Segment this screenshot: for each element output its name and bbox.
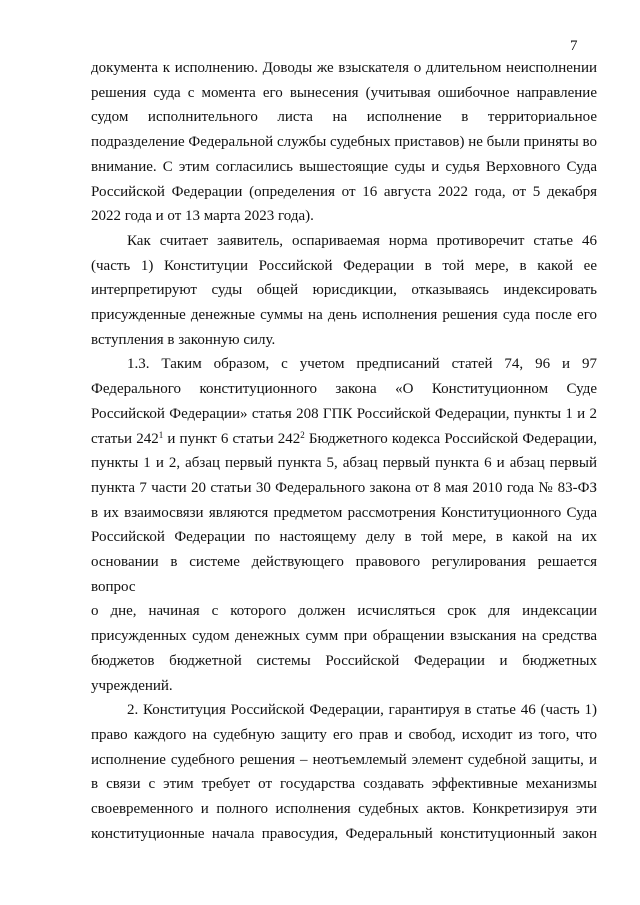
text-line: присужденные денежные суммы на день исполнения решения суда после его: [91, 307, 597, 324]
text-line: Как считает заявитель, оспариваемая норма противоречит статье 46: [127, 232, 597, 249]
text-line: подразделение Федеральной службы судебных приставов) не были приняты во: [91, 134, 597, 151]
paragraph-section-1-3: [91, 352, 597, 698]
text-line: бюджетов бюджетной системы Российской Федерации и бюджетных: [91, 652, 597, 669]
text-line: внимание. С этим согласились вышестоящие суды и судья Верховного Суда: [91, 158, 597, 175]
text-line: судом исполнительного листа на исполнение в территориальное: [91, 109, 597, 126]
text-line: Федерального конституционного закона «О Конституционном Суде: [91, 381, 597, 398]
text-line: пункты 1 и 2, абзац первый пункта 5, абзац первый пункта 6 и абзац первый: [91, 455, 597, 472]
document-body: [91, 56, 597, 847]
text-line: интерпретируют суды общей юрисдикции, отказываясь индексировать: [91, 282, 597, 299]
text-line: присужденных судом денежных сумм при обращении взыскания на средства: [91, 628, 597, 645]
text-line: Российской Федерации по настоящему делу в той мере, в какой на их: [91, 529, 597, 546]
text-line: 2022 года и от 13 марта 2023 года).: [91, 208, 314, 225]
paragraph-applicant-position: [91, 229, 597, 353]
text-line: (часть 1) Конституции Российской Федерации в той мере, в какой ее: [91, 257, 597, 274]
text-line: 2. Конституция Российской Федерации, гарантируя в статье 46 (часть 1): [127, 702, 597, 719]
text-line: пункта 7 части 20 статьи 30 Федерального закона от 8 мая 2010 года № 83-ФЗ: [91, 479, 597, 496]
page-number: 7: [570, 38, 578, 54]
text-line: в связи с этим требует от государства создавать эффективные механизмы: [91, 776, 597, 793]
text-line: о дне, начиная с которого должен исчисляться срок для индексации: [91, 603, 597, 620]
paragraph-section-2: [91, 698, 597, 846]
text-line: конституционные начала правосудия, Федеральный конституционный закон: [91, 825, 597, 842]
text-line: основании в системе действующего правового регулирования решается вопрос: [91, 554, 597, 595]
text-line: решения суда с момента его вынесения (учитывая ошибочное направление: [91, 84, 597, 101]
text-line: документа к исполнению. Доводы же взыскателя о длительном неисполнении: [91, 60, 597, 76]
text-line: своевременного и полного исполнения судебных актов. Конкретизируя эти: [91, 801, 597, 818]
text-line: учреждений.: [91, 677, 173, 694]
paragraph-continuation: [91, 56, 597, 229]
text-line-with-superscripts: статьи $242^1$ и пункт 6 статьи $242^2$ Бюджетного кодекса Российской Федерации,: [91, 429, 597, 447]
text-line: в их взаимосвязи являются предметом рассмотрения Конституционного Суда: [91, 504, 597, 521]
text-line: вступления в законную силу.: [91, 331, 276, 348]
text-line: 1.3. Таким образом, с учетом предписаний статей 74, 96 и 97: [127, 356, 597, 373]
text-line: исполнение судебного решения – неотъемлемый элемент судебной защиты, и: [91, 751, 597, 768]
text-line: право каждого на судебную защиту его прав и свобод, исходит из того, что: [91, 726, 597, 743]
text-line: Российской Федерации (определения от 16 августа 2022 года, от 5 декабря: [91, 183, 597, 200]
text-line: Российской Федерации» статья 208 ГПК Российской Федерации, пункты 1 и 2: [91, 405, 597, 422]
